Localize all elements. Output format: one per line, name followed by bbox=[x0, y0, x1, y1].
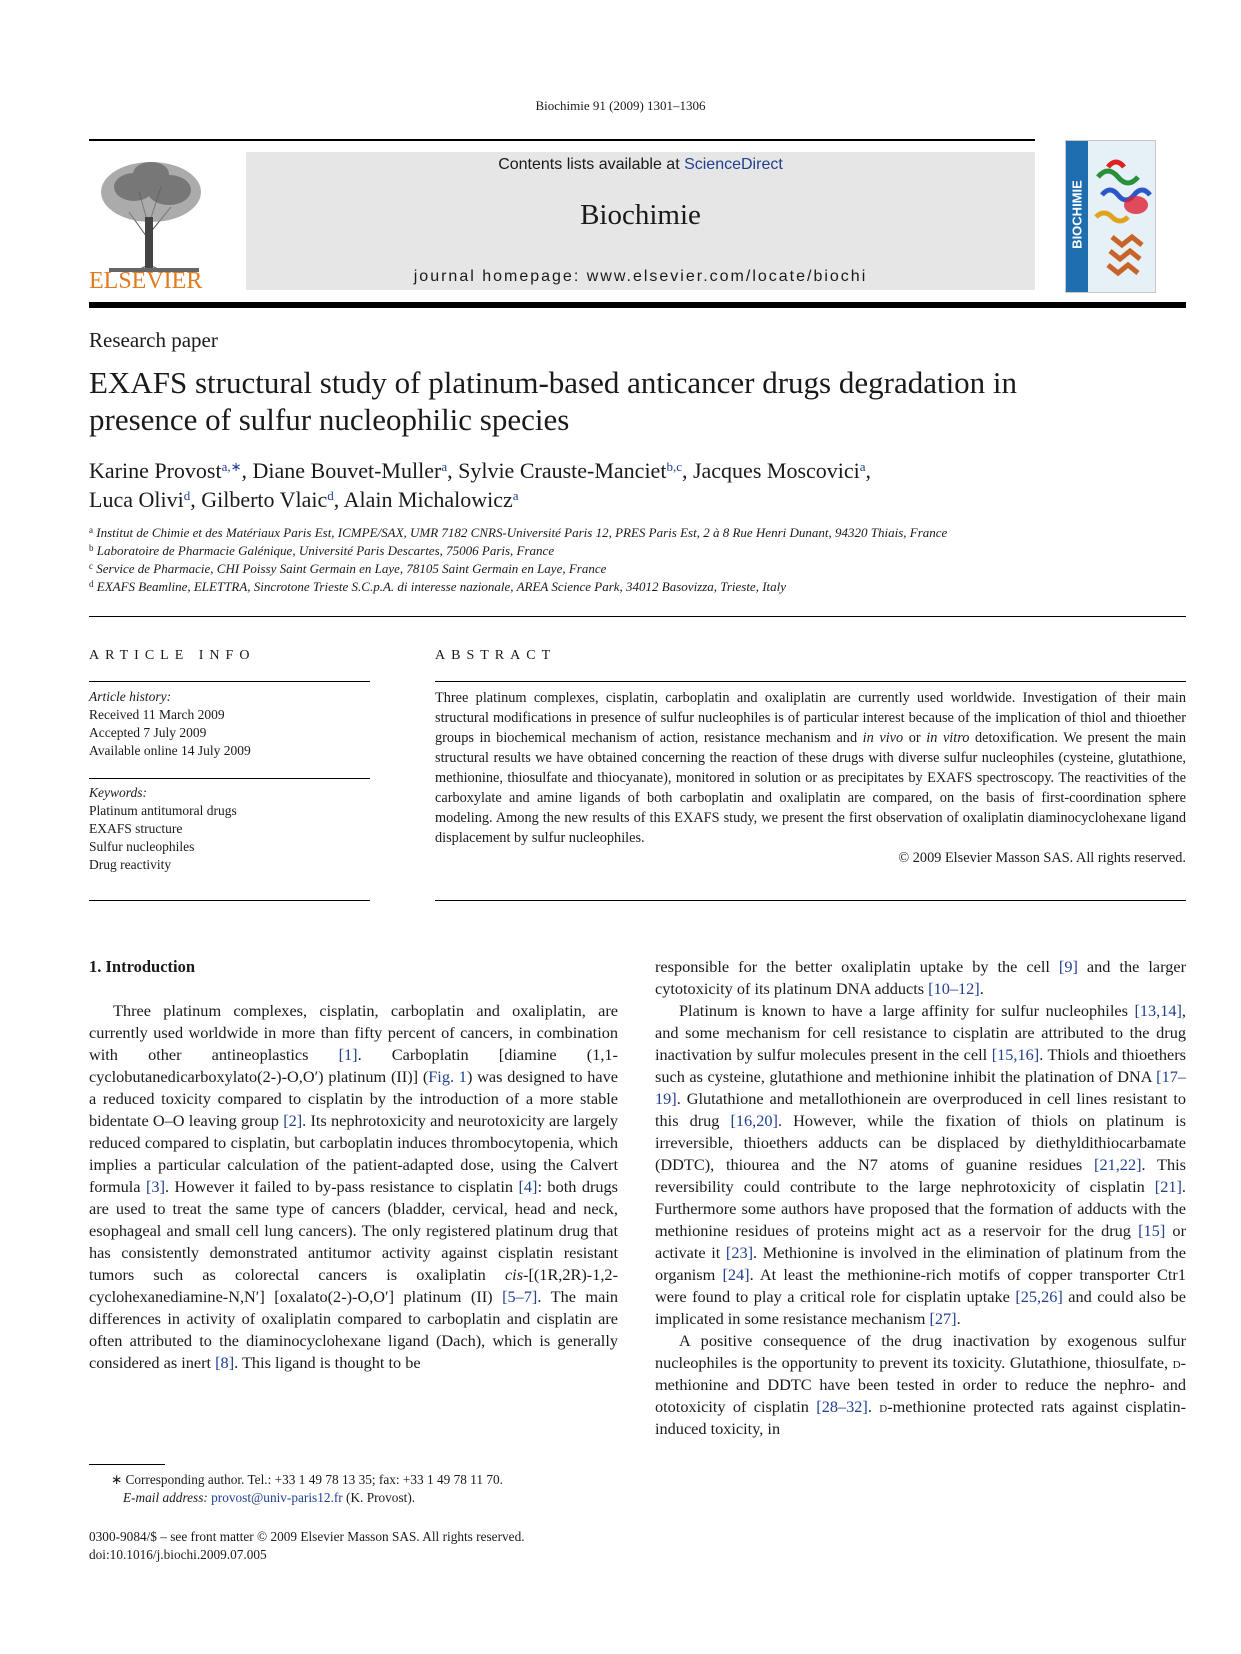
online-date: Available online 14 July 2009 bbox=[89, 743, 251, 758]
affiliation: $^a$ Institut de Chimie et des Matériaux Paris Est, ICMPE/SAX, UMR 7182 CNRS-Université Paris 12, PRES Paris Est, 2 à 8 Rue Henri Dunant, 94320 Thiais, France bbox=[89, 525, 948, 540]
abstract-copyright: © 2009 Elsevier Masson SAS. All rights reserved. bbox=[898, 850, 1186, 866]
footnote bbox=[89, 1471, 629, 1507]
corresponding-author: ∗ Corresponding author. Tel.: +33 1 49 78 13 35; fax: +33 1 49 78 11 70. bbox=[111, 1472, 503, 1487]
journal-homepage[interactable]: journal homepage: www.elsevier.com/locate/biochi bbox=[413, 268, 868, 285]
issn-line: 0300-9084/$ – see front matter © 2009 Elsevier Masson SAS. All rights reserved. bbox=[89, 1529, 525, 1544]
abstract-rule bbox=[435, 681, 1186, 682]
author[interactable]: Karine Provost$^{a,∗}$ bbox=[89, 458, 242, 483]
keyword: Drug reactivity bbox=[89, 857, 172, 872]
article-history bbox=[89, 688, 370, 760]
doi-line[interactable]: doi:10.1016/j.biochi.2009.07.005 bbox=[89, 1547, 267, 1562]
section-rule bbox=[89, 616, 1186, 617]
journal-banner bbox=[246, 152, 1035, 290]
author-list: Karine Provost$^{a,∗}$, Diane Bouvet-Muller$^a$, Sylvie Crauste-Manciet$^{b,c}$, Jacques Moscovici$^a$, Luca Olivi$^d$, Gilberto Vlaic$^d$, Alain Michalowicz$^a$ bbox=[89, 458, 872, 512]
journal-name: Biochimie bbox=[580, 199, 701, 231]
email-link[interactable]: provost@univ-paris12.fr bbox=[211, 1490, 343, 1505]
section-heading: 1. Introduction bbox=[89, 957, 196, 976]
affiliation: $^d$ EXAFS Beamline, ELETTRA, Sincrotone Trieste S.C.p.A. di interesse nazionale, AREA Science Park, 34012 Basovizza, Trieste, Italy bbox=[89, 579, 787, 594]
body-column-right: responsible for the better oxaliplatin uptake by the cell [9] and the larger cytotoxicity of its platinum DNA adducts [10–12]. Platinum is known to have a large affinity for sulfur nucleophiles [13,14], and some mechanism for cell resistance to cisplatin are attributed to the drug inactivation by sulfur molecules present in the cell [15,16]. Thiols and thioethers such as cysteine, glutathione and methionine inhibit the platination of DNA [17–19]. Glutathione and metallothionein are overproduced in cell lines resistant to this drug [16,20]. However, while the fixation of thiols on platinum is irreversible, thioethers adducts can be displaced by diethyldithiocarbamate (DDTC), thiourea and the N7 atoms of guanine residues [21,22]. This reversibility could contribute to the large nephrotoxicity of cisplatin [21]. Furthermore some authors have proposed that the formation of adducts with the methionine residues of proteins might act as a reservoir for the drug [15] or activate it [23]. Methionine is involved in the elimination of platinum from the organism [24]. At least the methionine-rich motifs of copper transporter Ctr1 were found to play a critical role for cisplatin uptake [25,26] and could also be implicated in some resistance mechanism [27]. A positive consequence of the drug inactivation by exogenous sulfur nucleophiles is the opportunity to prevent its toxicity. Glutathione, thiosulfate, d-methionine and DDTC have been tested in order to reduce the nephro- and ototoxicity of cisplatin [28–32]. d-methionine protected rats against cisplatin-induced toxicity, in bbox=[655, 957, 1187, 1438]
email-line: E-mail address: provost@univ-paris12.fr (K. Provost). bbox=[123, 1490, 416, 1505]
contents-line bbox=[246, 156, 1035, 174]
author[interactable]: Jacques Moscovici$^a$ bbox=[692, 458, 866, 483]
abstract-text: Three platinum complexes, cisplatin, carboplatin and oxaliplatin are currently used worldwide. Investigation of their main structural modifications in presence of sulfur nucleophiles is of particular interest because of the implication of thiol and thioether groups in biochemical mechanism of action, resistance mechanism and in vivo or in vitro detoxification. We present the main structural results we have obtained concerning the reaction of these drugs with diverse sulfur nucleophiles (cysteine, glutathione, methionine, thiosulfate and thiocyanate), monitored in solution or as precipitates by EXAFS spectroscopy. The reactivities of the carboxylate and amine ligands of both carboplatin and oxaliplatin are compared, on the basis of first-coordination sphere modeling. Among the new results of this EXAFS study, we present the first observation of oxaliplatin diaminocyclohexane ligand displacement by sulfur nucleophiles. © 2009 Elsevier Masson SAS. All rights reserved. bbox=[435, 690, 1187, 866]
cover-title: BIOCHIMIE bbox=[1069, 180, 1085, 249]
keyword: EXAFS structure bbox=[89, 821, 183, 836]
elsevier-logo[interactable] bbox=[89, 152, 217, 294]
sciencedirect-link[interactable]: ScienceDirect bbox=[684, 156, 783, 173]
history-label: Article history: bbox=[89, 689, 172, 704]
affiliation-list bbox=[89, 524, 1189, 596]
author[interactable]: Luca Olivi$^d$ bbox=[89, 487, 191, 512]
paper-type: Research paper bbox=[89, 328, 218, 352]
contents-prefix: Contents lists available at bbox=[498, 156, 685, 173]
affiliation: $^c$ Service de Pharmacie, CHI Poissy Saint Germain en Laye, 78105 Saint Germain en Laye, France bbox=[89, 561, 607, 576]
info-rule bbox=[89, 900, 370, 901]
publisher-logo-text: ELSEVIER bbox=[89, 268, 203, 294]
info-rule bbox=[89, 778, 370, 779]
paper-title: EXAFS structural study of platinum-based anticancer drugs degradation in presence of sulfur nucleophilic species bbox=[89, 365, 1018, 437]
journal-cover[interactable] bbox=[1065, 140, 1156, 293]
abstract-rule bbox=[435, 900, 1186, 901]
footnote-rule bbox=[89, 1464, 165, 1465]
body-column-left: Three platinum complexes, cisplatin, carboplatin and oxaliplatin, are currently used worldwide in more than fifty percent of cancers, in combination with other antineoplastics [1]. Carboplatin [diamine (1,1-cyclobutanedicarboxylato(2-)-O,O′) platinum (II)] (Fig. 1) was designed to have a reduced toxicity compared to cisplatin by the introduction of a more stable bidentate O–O leaving group [2]. Its nephrotoxicity and neurotoxicity are largely reduced compared to cisplatin, but carboplatin induces thrombocytopenia, which implies a particular calculation of the patient-adapted dose, using the Calvert formula [3]. However it failed to by-pass resistance to cisplatin [4]: both drugs are used to treat the same type of cancers (bladder, cervical, head and neck, esophageal and small cell lung cancers). The only registered platinum drug that has consistently demonstrated antitumor activity against cisplatin resistant tumors such as colorectal cancers is oxaliplatin cis-[(1R,2R)-1,2-cyclohexanediamine-N,N′] [oxalato(2-)-O,O′] platinum (II) [5–7]. The main differences in activity of oxaliplatin compared to carboplatin and cisplatin are often attributed to the diaminocyclohexane ligand (Dach), which is generally considered as inert [8]. This ligand is thought to be bbox=[89, 1001, 619, 1372]
header-thick-rule bbox=[89, 302, 1186, 308]
abstract-heading: ABSTRACT bbox=[435, 648, 557, 663]
info-rule bbox=[89, 681, 370, 682]
received-date: Received 11 March 2009 bbox=[89, 707, 225, 722]
keyword: Sulfur nucleophiles bbox=[89, 839, 195, 854]
header-rule bbox=[89, 139, 1035, 141]
protein-structure-icon bbox=[1088, 147, 1154, 287]
author[interactable]: Alain Michalowicz$^a$ bbox=[343, 487, 519, 512]
author[interactable]: Diane Bouvet-Muller$^a$ bbox=[252, 458, 448, 483]
affiliation: $^b$ Laboratoire de Pharmacie Galénique, Université Paris Descartes, 75006 Paris, France bbox=[89, 543, 555, 558]
keyword: Platinum antitumoral drugs bbox=[89, 803, 237, 818]
article-info-heading: ARTICLE INFO bbox=[89, 648, 256, 663]
keywords bbox=[89, 784, 370, 874]
journal-citation: Biochimie 91 (2009) 1301–1306 bbox=[535, 98, 706, 113]
author[interactable]: Gilberto Vlaic$^d$ bbox=[201, 487, 334, 512]
author[interactable]: Sylvie Crauste-Manciet$^{b,c}$ bbox=[458, 458, 682, 483]
bottom-matter bbox=[89, 1528, 709, 1564]
accepted-date: Accepted 7 July 2009 bbox=[89, 725, 207, 740]
keywords-label: Keywords: bbox=[89, 785, 147, 800]
